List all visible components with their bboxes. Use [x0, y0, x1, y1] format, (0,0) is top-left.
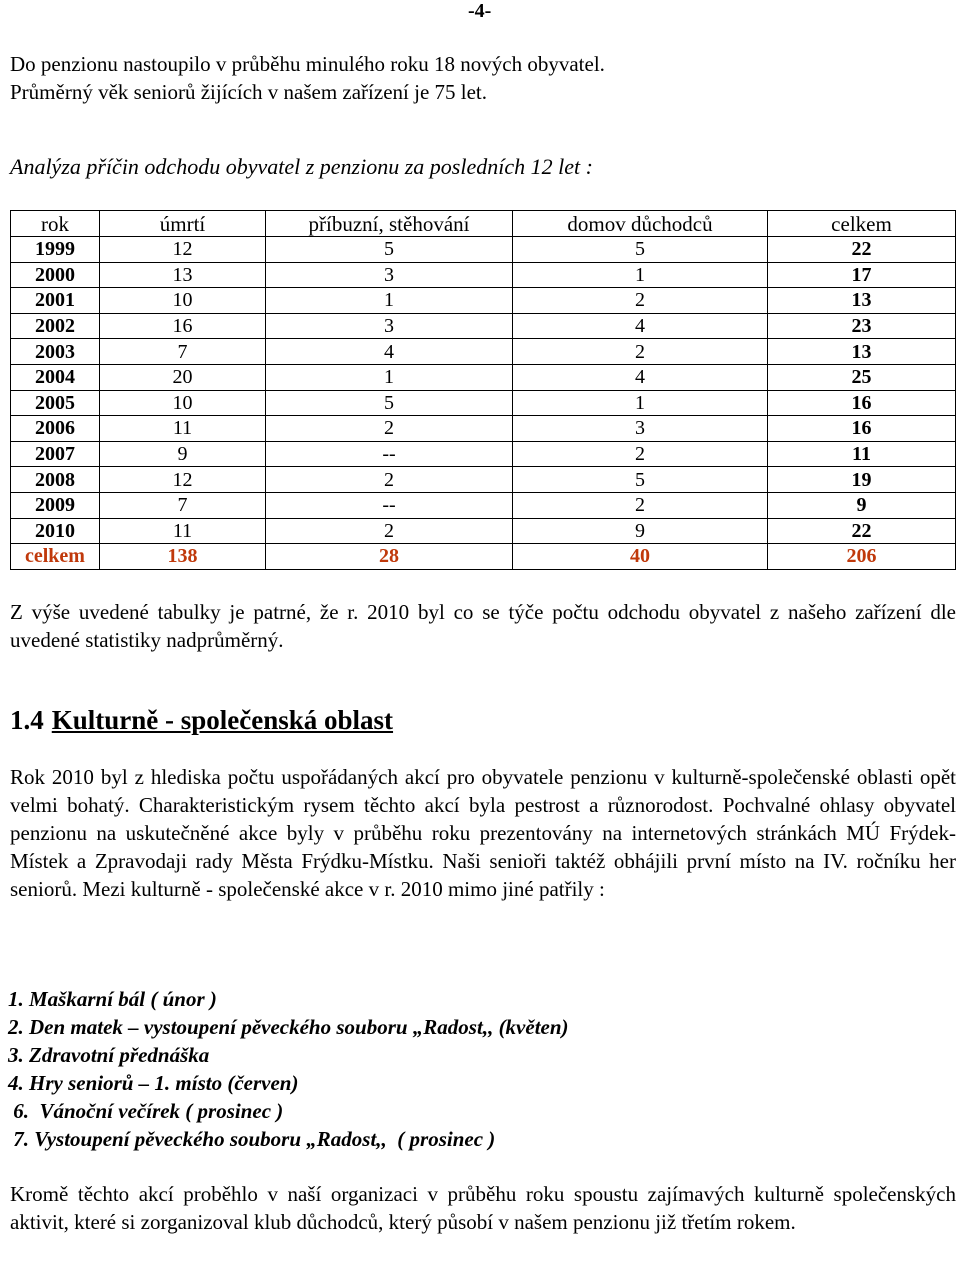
table-cell: 40	[513, 544, 768, 570]
table-cell: 3	[266, 313, 513, 339]
table-note: Z výše uvedené tabulky je patrné, že r. 2010 byl co se týče počtu odchodu obyvatel z našeho zařízení dle uvedené statistiky nadprůměrný.	[10, 600, 956, 652]
departure-table	[10, 210, 956, 570]
table-cell: 1999	[11, 237, 100, 263]
table-cell: 16	[768, 390, 956, 416]
table-header-row	[11, 211, 956, 237]
table-cell: 9	[513, 518, 768, 544]
section-heading	[10, 705, 393, 736]
table-cell: 4	[513, 313, 768, 339]
table-cell: 2001	[11, 288, 100, 314]
table-total-row	[11, 544, 956, 570]
list-item: 7. Vystoupení pěveckého souboru „Radost,, ( prosinec )	[8, 1127, 496, 1151]
header-pribuzni: příbuzní, stěhování	[266, 211, 513, 237]
header-umrti: úmrtí	[100, 211, 266, 237]
table-cell: 19	[768, 467, 956, 493]
section-paragraph: Rok 2010 byl z hlediska počtu uspořádaných akcí pro obyvatele penzionu v kulturně-společenské oblasti opět velmi bohatý. Charakteristickým rysem těchto akcí byla pestrost a různorodost. Pochvalné ohlasy obyvatel penzionu na uskutečněné akce byly v průběhu roku prezentovány na internetových stránkách MÚ Frýdek-Místek a Zpravodaji rady Města Frýdku-Místku. Naši senioři taktéž obhájili první místo na IV. ročníku her seniorů. Mezi kulturně - společenské akce v r. 2010 mimo jiné patřily :	[10, 765, 956, 901]
list-item: 1. Maškarní bál ( únor )	[8, 987, 217, 1011]
table-cell: 7	[100, 492, 266, 518]
table-row	[11, 518, 956, 544]
table-row	[11, 390, 956, 416]
table-cell: 3	[266, 262, 513, 288]
list-item: 2. Den matek – vystoupení pěveckého souboru „Radost,, (květen)	[8, 1015, 569, 1039]
table-cell: 17	[768, 262, 956, 288]
table-cell: 11	[100, 416, 266, 442]
table-cell: 2005	[11, 390, 100, 416]
table-cell: 1	[513, 262, 768, 288]
table-cell: 13	[100, 262, 266, 288]
table-cell: 16	[100, 313, 266, 339]
table-cell: 12	[100, 237, 266, 263]
table-cell: 1	[513, 390, 768, 416]
table-cell: 5	[513, 467, 768, 493]
table-cell: 2004	[11, 364, 100, 390]
analysis-title: Analýza příčin odchodu obyvatel z penzionu za posledních 12 let :	[10, 154, 593, 179]
table-cell: 16	[768, 416, 956, 442]
table-cell: 138	[100, 544, 266, 570]
table-cell: celkem	[11, 544, 100, 570]
page-number: -4-	[468, 0, 492, 22]
table-row	[11, 492, 956, 518]
list-item: 3. Zdravotní přednáška	[8, 1043, 210, 1067]
intro-line-2: Průměrný věk seniorů žijících v našem zařízení je 75 let.	[10, 80, 488, 104]
intro-line-1: Do penzionu nastoupilo v průběhu minulého roku 18 nových obyvatel.	[10, 52, 605, 76]
table-cell: 2	[513, 492, 768, 518]
table-cell: 9	[768, 492, 956, 518]
table-cell: 12	[100, 467, 266, 493]
header-celkem: celkem	[768, 211, 956, 237]
table-row	[11, 441, 956, 467]
table-cell: 2	[513, 339, 768, 365]
table-cell: 4	[513, 364, 768, 390]
list-item: 6. Vánoční večírek ( prosinec )	[8, 1099, 284, 1123]
table-row	[11, 364, 956, 390]
table-cell: 22	[768, 237, 956, 263]
table-cell: 1	[266, 364, 513, 390]
table-row	[11, 262, 956, 288]
table-row	[11, 237, 956, 263]
table-cell: 2003	[11, 339, 100, 365]
section-number: 1.4	[10, 705, 44, 735]
table-cell: 206	[768, 544, 956, 570]
table-cell: 9	[100, 441, 266, 467]
table-cell: 1	[266, 288, 513, 314]
list-item: 4. Hry seniorů – 1. místo (červen)	[8, 1071, 299, 1095]
table-cell: 10	[100, 288, 266, 314]
table-cell: 2	[266, 416, 513, 442]
table-cell: 2008	[11, 467, 100, 493]
table-cell: 2000	[11, 262, 100, 288]
table-cell: 5	[266, 237, 513, 263]
table-cell: 2009	[11, 492, 100, 518]
table-cell: 2002	[11, 313, 100, 339]
table-cell: 28	[266, 544, 513, 570]
table-cell: 20	[100, 364, 266, 390]
table-cell: --	[266, 441, 513, 467]
table-row	[11, 313, 956, 339]
table-cell: 25	[768, 364, 956, 390]
table-cell: 2	[513, 288, 768, 314]
table-cell: 2006	[11, 416, 100, 442]
closing-paragraph: Kromě těchto akcí proběhlo v naší organizaci v průběhu roku spoustu zajímavých kulturně společenských aktivit, které si zorganizoval klub důchodců, který působí v našem penzionu již třetím rokem.	[10, 1182, 956, 1234]
table-row	[11, 467, 956, 493]
table-cell: 7	[100, 339, 266, 365]
table-cell: 2	[513, 441, 768, 467]
table-cell: 13	[768, 339, 956, 365]
table-cell: 3	[513, 416, 768, 442]
table-cell: 22	[768, 518, 956, 544]
table-cell: 4	[266, 339, 513, 365]
table-cell: 2	[266, 467, 513, 493]
table-row	[11, 339, 956, 365]
section-title: Kulturně - společenská oblast	[51, 705, 394, 735]
event-list	[8, 985, 569, 1153]
table-row	[11, 416, 956, 442]
table-row	[11, 288, 956, 314]
table-cell: 11	[768, 441, 956, 467]
table-cell: 10	[100, 390, 266, 416]
table-cell: 2010	[11, 518, 100, 544]
table-cell: 5	[266, 390, 513, 416]
table-cell: 11	[100, 518, 266, 544]
table-cell: 13	[768, 288, 956, 314]
header-rok: rok	[11, 211, 100, 237]
table-cell: 5	[513, 237, 768, 263]
table-cell: 2	[266, 518, 513, 544]
table-cell: 2007	[11, 441, 100, 467]
table-cell: --	[266, 492, 513, 518]
table-cell: 23	[768, 313, 956, 339]
header-domov: domov důchodců	[513, 211, 768, 237]
